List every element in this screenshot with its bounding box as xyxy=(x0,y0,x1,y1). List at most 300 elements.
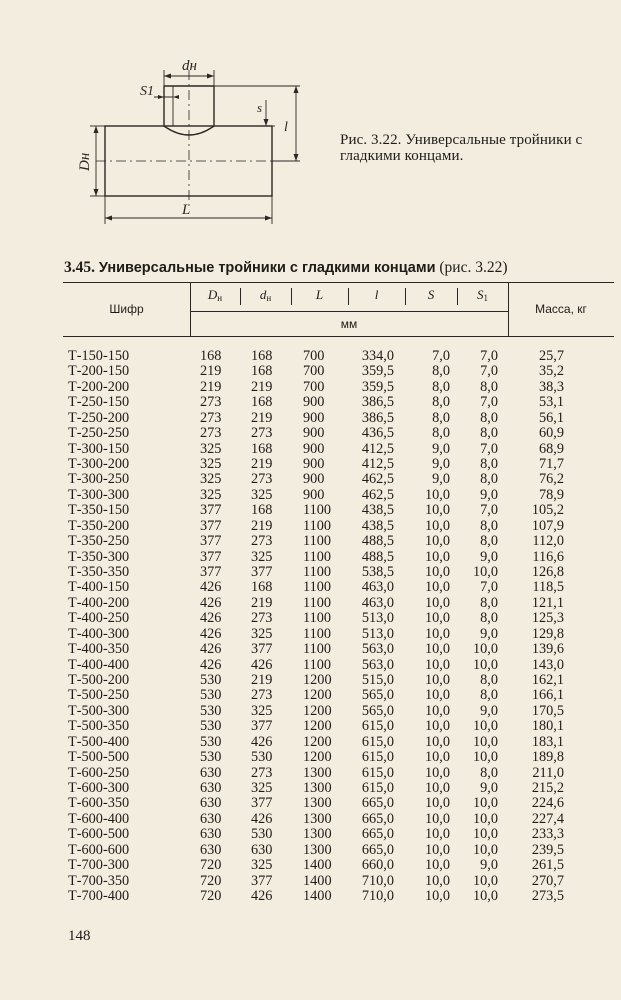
cell-l: 334,0 xyxy=(361,348,394,364)
table-row xyxy=(0,642,621,657)
cell-mass: 121,1 xyxy=(531,594,564,611)
cell-dn: 273 xyxy=(251,610,273,627)
cell-mass: 233,3 xyxy=(531,826,564,843)
cell-L: 1200 xyxy=(303,733,332,750)
cell-L: 900 xyxy=(303,409,325,426)
cell-dn: 325 xyxy=(251,780,273,797)
cell-code: Т-250-250 xyxy=(68,425,130,442)
cell-l: 665,0 xyxy=(361,826,394,843)
cell-S1: 10,0 xyxy=(472,872,498,889)
table-row xyxy=(0,673,621,688)
cell-L: 1100 xyxy=(303,625,332,642)
cell-Dn: 630 xyxy=(200,764,222,781)
cell-dn: 530 xyxy=(251,826,273,843)
cell-mass: 107,9 xyxy=(531,517,564,534)
table-row xyxy=(0,519,621,534)
cell-Dn: 630 xyxy=(200,780,222,797)
cell-S1: 8,0 xyxy=(480,533,498,550)
cell-S: 9,0 xyxy=(432,440,450,457)
cell-dn: 325 xyxy=(251,702,273,719)
cell-Dn: 273 xyxy=(200,425,222,442)
cell-dn: 168 xyxy=(251,348,273,364)
cell-Dn: 630 xyxy=(200,841,222,858)
header-l: l xyxy=(374,287,379,302)
cell-dn: 377 xyxy=(251,795,273,812)
table-row xyxy=(0,781,621,796)
cell-l: 565,0 xyxy=(361,687,394,704)
cell-L: 1200 xyxy=(303,749,332,766)
cell-S1: 10,0 xyxy=(472,888,498,905)
cell-mass: 112,0 xyxy=(532,533,564,550)
cell-L: 900 xyxy=(303,456,325,472)
cell-dn: 219 xyxy=(251,672,273,689)
cell-code: Т-600-600 xyxy=(68,841,130,858)
cell-S1: 8,0 xyxy=(480,471,498,488)
cell-Dn: 325 xyxy=(200,456,222,472)
label-s1: S1 xyxy=(140,84,154,99)
cell-S: 10,0 xyxy=(424,625,450,642)
cell-Dn: 219 xyxy=(200,363,222,380)
cell-L: 1100 xyxy=(303,517,332,534)
cell-Dn: 720 xyxy=(200,872,222,889)
cell-S: 10,0 xyxy=(424,888,450,905)
cell-dn: 325 xyxy=(251,857,273,874)
cell-Dn: 377 xyxy=(200,517,222,534)
cell-code: Т-300-250 xyxy=(68,471,130,488)
cell-dn: 325 xyxy=(251,625,273,642)
cell-S1: 8,0 xyxy=(480,687,498,704)
cell-code: Т-250-200 xyxy=(68,409,130,426)
table-row xyxy=(0,380,621,395)
table-row xyxy=(0,611,621,626)
cell-l: 665,0 xyxy=(361,795,394,812)
cell-L: 1300 xyxy=(303,764,332,781)
cell-l: 538,5 xyxy=(361,564,394,581)
cell-code: Т-700-400 xyxy=(68,888,130,905)
cell-dn: 219 xyxy=(251,517,273,534)
cell-l: 463,0 xyxy=(361,579,394,596)
cell-dn: 219 xyxy=(251,594,273,611)
cell-l: 386,5 xyxy=(361,394,394,411)
table-row xyxy=(0,565,621,580)
cell-L: 1100 xyxy=(303,641,332,658)
cell-S1: 10,0 xyxy=(472,841,498,858)
cell-dn: 273 xyxy=(251,425,273,442)
cell-code: Т-300-150 xyxy=(68,440,130,457)
cell-l: 615,0 xyxy=(361,764,394,781)
cell-S: 7,0 xyxy=(432,348,450,364)
cell-L: 1200 xyxy=(303,687,332,704)
cell-S1: 8,0 xyxy=(480,378,498,395)
table-row xyxy=(0,812,621,827)
cell-mass: 105,2 xyxy=(531,502,564,519)
cell-L: 1300 xyxy=(303,780,332,797)
table-row xyxy=(0,596,621,611)
cell-code: Т-500-300 xyxy=(68,702,130,719)
cell-S: 10,0 xyxy=(424,579,450,596)
cell-l: 615,0 xyxy=(361,733,394,750)
cell-S: 10,0 xyxy=(424,687,450,704)
cell-mass: 139,6 xyxy=(531,641,564,658)
cell-S: 9,0 xyxy=(432,471,450,488)
cell-code: Т-700-300 xyxy=(68,857,130,874)
cell-l: 615,0 xyxy=(361,718,394,735)
label-s: s xyxy=(257,100,263,115)
cell-code: Т-400-300 xyxy=(68,625,130,642)
cell-dn: 168 xyxy=(251,502,273,519)
cell-L: 1100 xyxy=(303,533,332,550)
cell-S: 8,0 xyxy=(432,425,450,442)
cell-mass: 56,1 xyxy=(538,409,564,426)
cell-L: 1200 xyxy=(303,718,332,735)
cell-mass: 118,5 xyxy=(532,579,564,596)
label-dn: dн xyxy=(182,58,197,74)
table-row xyxy=(0,688,621,703)
cell-Dn: 530 xyxy=(200,687,222,704)
cell-L: 1100 xyxy=(303,579,332,596)
cell-l: 436,5 xyxy=(361,425,394,442)
cell-dn: 168 xyxy=(251,394,273,411)
label-Dn: Dн xyxy=(77,152,93,171)
cell-Dn: 720 xyxy=(200,857,222,874)
cell-l: 386,5 xyxy=(361,409,394,426)
cell-dn: 426 xyxy=(251,888,273,905)
cell-Dn: 630 xyxy=(200,810,222,827)
cell-S1: 8,0 xyxy=(480,456,498,472)
cell-S1: 8,0 xyxy=(480,594,498,611)
cell-dn: 426 xyxy=(251,733,273,750)
cell-Dn: 530 xyxy=(200,749,222,766)
cell-mass: 38,3 xyxy=(538,378,564,395)
header-L: L xyxy=(315,287,324,302)
cell-S: 10,0 xyxy=(424,656,450,673)
cell-code: Т-600-500 xyxy=(68,826,130,843)
cell-S1: 7,0 xyxy=(480,440,498,457)
table-row xyxy=(0,843,621,858)
cell-code: Т-400-150 xyxy=(68,579,130,596)
cell-S: 10,0 xyxy=(424,795,450,812)
cell-code: Т-500-500 xyxy=(68,749,130,766)
header-unit: мм xyxy=(340,317,358,331)
cell-dn: 168 xyxy=(251,363,273,380)
cell-L: 1200 xyxy=(303,702,332,719)
cell-S: 10,0 xyxy=(424,672,450,689)
cell-code: Т-300-300 xyxy=(68,486,130,503)
table-row xyxy=(0,364,621,379)
cell-l: 412,5 xyxy=(361,440,394,457)
cell-l: 513,0 xyxy=(361,625,394,642)
cell-mass: 211,0 xyxy=(532,764,564,781)
table-header xyxy=(63,282,614,337)
table-row xyxy=(0,442,621,457)
cell-S1: 7,0 xyxy=(480,363,498,380)
cell-code: Т-600-400 xyxy=(68,810,130,827)
cell-mass: 126,8 xyxy=(531,564,564,581)
cell-l: 462,5 xyxy=(361,471,394,488)
cell-Dn: 325 xyxy=(200,471,222,488)
cell-mass: 224,6 xyxy=(531,795,564,812)
cell-S1: 10,0 xyxy=(472,733,498,750)
table-row xyxy=(0,704,621,719)
cell-code: Т-400-200 xyxy=(68,594,130,611)
table-number: 3.45. xyxy=(64,259,95,276)
cell-S: 10,0 xyxy=(424,517,450,534)
cell-S: 10,0 xyxy=(424,486,450,503)
cell-mass: 71,7 xyxy=(538,456,564,472)
cell-S: 10,0 xyxy=(424,780,450,797)
cell-S1: 10,0 xyxy=(472,564,498,581)
cell-Dn: 630 xyxy=(200,795,222,812)
table-title-ref: (рис. 3.22) xyxy=(439,259,508,276)
cell-l: 438,5 xyxy=(361,517,394,534)
cell-dn: 325 xyxy=(251,486,273,503)
table-row xyxy=(0,580,621,595)
cell-S: 10,0 xyxy=(424,564,450,581)
cell-dn: 273 xyxy=(251,764,273,781)
cell-l: 463,0 xyxy=(361,594,394,611)
cell-S1: 9,0 xyxy=(480,625,498,642)
cell-mass: 215,2 xyxy=(531,780,564,797)
header-S: S xyxy=(427,287,435,302)
cell-Dn: 377 xyxy=(200,564,222,581)
cell-mass: 68,9 xyxy=(538,440,564,457)
table-row xyxy=(0,658,621,673)
cell-S: 10,0 xyxy=(424,718,450,735)
cell-l: 660,0 xyxy=(361,857,394,874)
cell-mass: 35,2 xyxy=(538,363,564,380)
cell-code: Т-200-200 xyxy=(68,378,130,395)
cell-dn: 630 xyxy=(251,841,273,858)
cell-S: 9,0 xyxy=(432,456,450,472)
table-row xyxy=(0,503,621,518)
cell-code: Т-400-400 xyxy=(68,656,130,673)
cell-l: 615,0 xyxy=(361,749,394,766)
cell-l: 438,5 xyxy=(361,502,394,519)
cell-S1: 9,0 xyxy=(480,548,498,565)
cell-dn: 325 xyxy=(251,548,273,565)
figure-caption: Рис. 3.22. Универсальные тройники с гладкими концами. xyxy=(340,132,583,164)
cell-Dn: 377 xyxy=(200,533,222,550)
cell-S: 10,0 xyxy=(424,841,450,858)
cell-S1: 7,0 xyxy=(480,348,498,364)
header-code: Шифр xyxy=(109,302,144,316)
cell-l: 513,0 xyxy=(361,610,394,627)
cell-S1: 8,0 xyxy=(480,764,498,781)
table-row xyxy=(0,858,621,873)
cell-S1: 9,0 xyxy=(480,780,498,797)
cell-L: 900 xyxy=(303,440,325,457)
cell-S: 8,0 xyxy=(432,409,450,426)
cell-mass: 53,1 xyxy=(538,394,564,411)
page-number: 148 xyxy=(68,928,91,944)
table-row xyxy=(0,488,621,503)
cell-mass: 261,5 xyxy=(531,857,564,874)
cell-l: 462,5 xyxy=(361,486,394,503)
cell-Dn: 426 xyxy=(200,656,222,673)
cell-S: 10,0 xyxy=(424,872,450,889)
cell-L: 900 xyxy=(303,394,325,411)
table-row xyxy=(0,889,621,904)
cell-S: 10,0 xyxy=(424,733,450,750)
cell-S: 10,0 xyxy=(424,764,450,781)
cell-dn: 168 xyxy=(251,440,273,457)
cell-L: 1300 xyxy=(303,810,332,827)
cell-l: 359,5 xyxy=(361,378,394,395)
cell-Dn: 325 xyxy=(200,440,222,457)
cell-Dn: 219 xyxy=(200,378,222,395)
cell-Dn: 426 xyxy=(200,579,222,596)
cell-dn: 377 xyxy=(251,641,273,658)
cell-Dn: 377 xyxy=(200,502,222,519)
table-row xyxy=(0,874,621,889)
cell-mass: 270,7 xyxy=(531,872,564,889)
cell-mass: 189,8 xyxy=(531,749,564,766)
cell-S1: 8,0 xyxy=(480,517,498,534)
cell-code: Т-600-350 xyxy=(68,795,130,812)
cell-mass: 125,3 xyxy=(531,610,564,627)
cell-dn: 273 xyxy=(251,471,273,488)
tee-drawing xyxy=(60,40,310,245)
cell-S1: 9,0 xyxy=(480,857,498,874)
table-title-text: Универсальные тройники с гладкими концами xyxy=(98,260,436,276)
cell-S: 10,0 xyxy=(424,857,450,874)
cell-mass: 170,5 xyxy=(531,702,564,719)
cell-Dn: 273 xyxy=(200,409,222,426)
cell-L: 1400 xyxy=(303,872,332,889)
label-L: L xyxy=(182,202,191,218)
cell-Dn: 325 xyxy=(200,486,222,503)
table-row xyxy=(0,766,621,781)
cell-S: 10,0 xyxy=(424,548,450,565)
table-row xyxy=(0,796,621,811)
cell-S: 10,0 xyxy=(424,641,450,658)
header-mass: Масса, кг xyxy=(535,302,587,316)
cell-mass: 183,1 xyxy=(531,733,564,750)
cell-mass: 162,1 xyxy=(531,672,564,689)
table-title xyxy=(64,259,508,277)
table-row xyxy=(0,627,621,642)
cell-l: 488,5 xyxy=(361,548,394,565)
cell-L: 1100 xyxy=(303,594,332,611)
cell-L: 700 xyxy=(303,363,325,380)
cell-code: Т-350-300 xyxy=(68,548,130,565)
cell-L: 1100 xyxy=(303,564,332,581)
table-row xyxy=(0,349,621,364)
cell-l: 615,0 xyxy=(361,780,394,797)
cell-code: Т-300-200 xyxy=(68,456,130,472)
cell-dn: 273 xyxy=(251,533,273,550)
cell-l: 488,5 xyxy=(361,533,394,550)
tee-drawing-svg xyxy=(60,40,310,240)
cell-S: 8,0 xyxy=(432,394,450,411)
cell-S1: 10,0 xyxy=(472,826,498,843)
cell-L: 1100 xyxy=(303,502,332,519)
cell-L: 1100 xyxy=(303,610,332,627)
cell-Dn: 630 xyxy=(200,826,222,843)
cell-l: 359,5 xyxy=(361,363,394,380)
cell-mass: 78,9 xyxy=(538,486,564,503)
cell-Dn: 426 xyxy=(200,594,222,611)
cell-L: 1100 xyxy=(303,548,332,565)
cell-code: Т-600-250 xyxy=(68,764,130,781)
cell-dn: 168 xyxy=(251,579,273,596)
header-Dn: $D_н$ xyxy=(207,287,223,303)
cell-L: 1100 xyxy=(303,656,332,673)
cell-Dn: 720 xyxy=(200,888,222,905)
cell-dn: 219 xyxy=(251,456,273,472)
cell-S1: 10,0 xyxy=(472,718,498,735)
cell-code: Т-500-250 xyxy=(68,687,130,704)
cell-Dn: 530 xyxy=(200,718,222,735)
cell-Dn: 530 xyxy=(200,733,222,750)
cell-S1: 9,0 xyxy=(480,486,498,503)
cell-code: Т-150-150 xyxy=(68,348,130,364)
header-S1: $S_1$ xyxy=(477,287,488,303)
cell-Dn: 168 xyxy=(200,348,222,364)
cell-Dn: 426 xyxy=(200,610,222,627)
cell-L: 1200 xyxy=(303,672,332,689)
cell-L: 700 xyxy=(303,348,325,364)
cell-l: 565,0 xyxy=(361,702,394,719)
cell-S: 10,0 xyxy=(424,810,450,827)
cell-l: 515,0 xyxy=(361,672,394,689)
cell-S: 10,0 xyxy=(424,749,450,766)
cell-l: 710,0 xyxy=(361,872,394,889)
cell-Dn: 530 xyxy=(200,672,222,689)
cell-l: 412,5 xyxy=(361,456,394,472)
cell-Dn: 377 xyxy=(200,548,222,565)
cell-L: 900 xyxy=(303,425,325,442)
cell-mass: 227,4 xyxy=(531,810,564,827)
cell-S: 10,0 xyxy=(424,826,450,843)
cell-dn: 219 xyxy=(251,378,273,395)
table-row xyxy=(0,735,621,750)
cell-S: 10,0 xyxy=(424,533,450,550)
table-row xyxy=(0,426,621,441)
cell-S1: 8,0 xyxy=(480,425,498,442)
cell-code: Т-400-350 xyxy=(68,641,130,658)
cell-code: Т-350-250 xyxy=(68,533,130,550)
cell-mass: 180,1 xyxy=(531,718,564,735)
table-row xyxy=(0,472,621,487)
cell-code: Т-400-250 xyxy=(68,610,130,627)
cell-code: Т-250-150 xyxy=(68,394,130,411)
header-dn: $d_н$ xyxy=(259,287,272,303)
table-row xyxy=(0,395,621,410)
cell-S1: 9,0 xyxy=(480,702,498,719)
cell-mass: 60,9 xyxy=(538,425,564,442)
cell-code: Т-500-200 xyxy=(68,672,130,689)
cell-L: 900 xyxy=(303,486,325,503)
cell-L: 1300 xyxy=(303,795,332,812)
cell-dn: 273 xyxy=(251,687,273,704)
cell-dn: 530 xyxy=(251,749,273,766)
table-row xyxy=(0,719,621,734)
cell-Dn: 273 xyxy=(200,394,222,411)
cell-code: Т-200-150 xyxy=(68,363,130,380)
cell-dn: 426 xyxy=(251,810,273,827)
cell-S: 10,0 xyxy=(424,594,450,611)
cell-mass: 239,5 xyxy=(531,841,564,858)
cell-mass: 273,5 xyxy=(531,888,564,905)
cell-Dn: 530 xyxy=(200,702,222,719)
cell-dn: 377 xyxy=(251,564,273,581)
cell-dn: 219 xyxy=(251,409,273,426)
cell-S1: 8,0 xyxy=(480,672,498,689)
cell-S1: 8,0 xyxy=(480,610,498,627)
cell-Dn: 426 xyxy=(200,625,222,642)
cell-L: 700 xyxy=(303,378,325,395)
